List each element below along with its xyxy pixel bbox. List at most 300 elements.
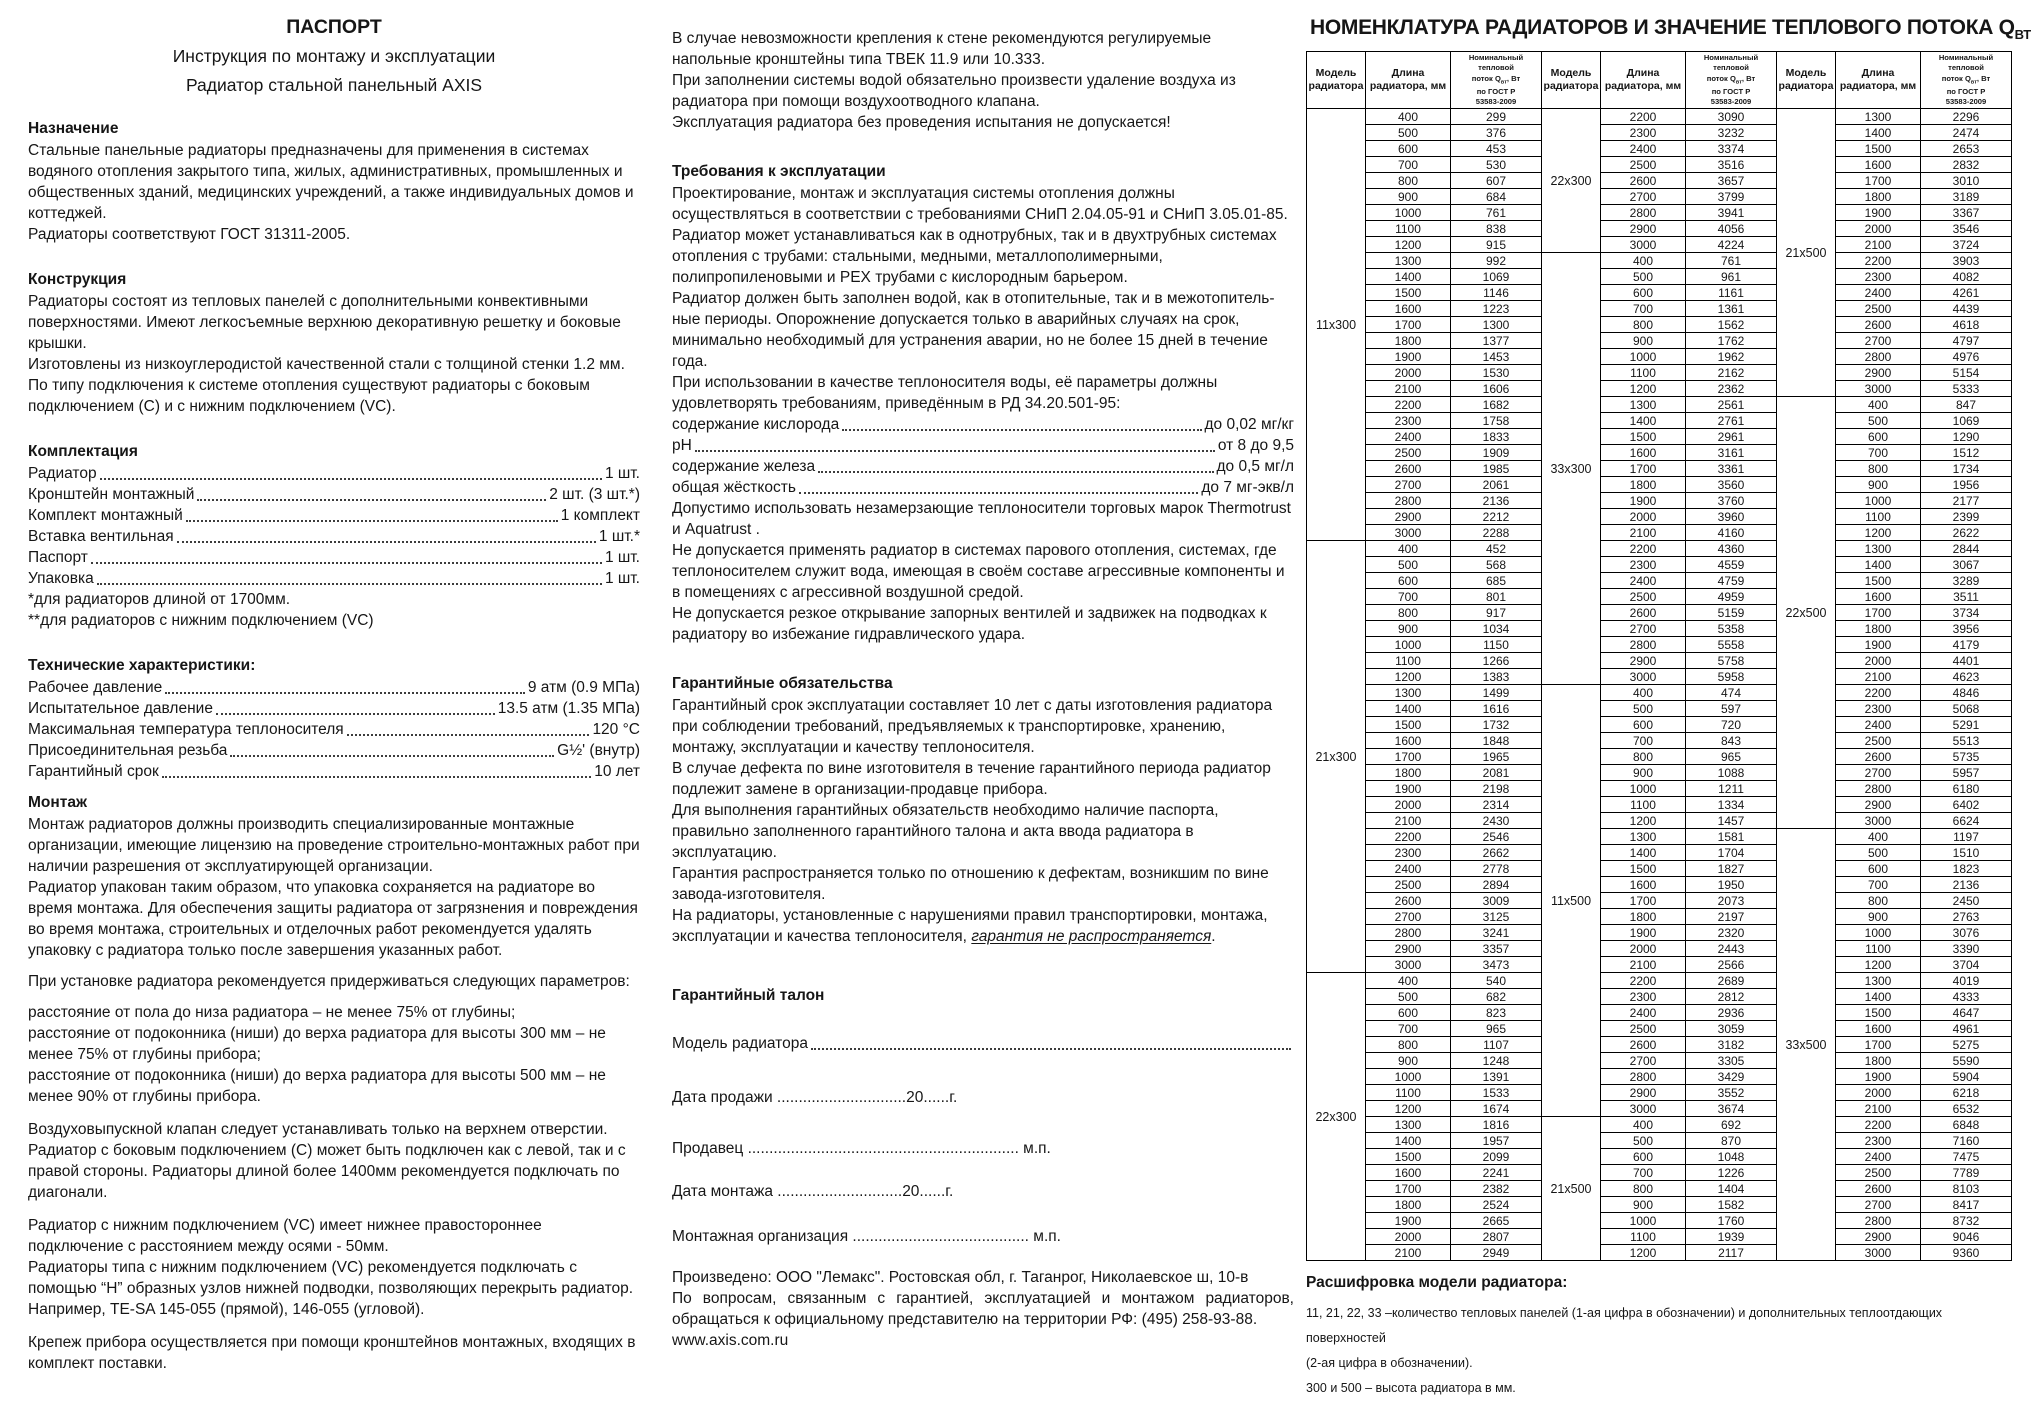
length-cell: 2500 [1836, 301, 1921, 317]
q-cell: 1266 [1451, 653, 1542, 669]
model-cell: 22x300 [1542, 109, 1601, 253]
length-cell: 1300 [1601, 397, 1686, 413]
spacer [672, 1202, 1294, 1226]
spacer [672, 947, 1294, 983]
length-cell: 700 [1366, 157, 1451, 173]
length-cell: 2700 [1366, 909, 1451, 925]
q-cell: 3546 [1921, 221, 2012, 237]
q-header-line: поток $Q_{вт}$, Вт [1471, 73, 1521, 86]
length-cell: 700 [1836, 445, 1921, 461]
length-cell: 900 [1366, 189, 1451, 205]
q-header [1451, 52, 1542, 109]
q-cell: 1762 [1686, 333, 1777, 349]
table-row [1307, 541, 1542, 557]
dot-value: до 0,02 мг/кг [1204, 416, 1294, 433]
q-cell: 2653 [1921, 141, 2012, 157]
dot-leader [811, 1048, 1291, 1050]
length-cell: 1400 [1601, 413, 1686, 429]
dot-label: содержание железа [672, 458, 816, 475]
emphasized-text: гарантия не распространяется [971, 928, 1212, 945]
table-row [1542, 109, 1777, 125]
middle-column [672, 12, 1294, 1351]
dot-value: 1 шт.* [598, 528, 640, 545]
q-cell: 2961 [1686, 429, 1777, 445]
length-cell: 1300 [1366, 1117, 1451, 1133]
q-cell: 2662 [1451, 845, 1542, 861]
dotted-line [28, 719, 640, 740]
q-cell: 3473 [1451, 957, 1542, 973]
paragraph: Радиаторы соответствуют ГОСТ 31311-2005. [28, 226, 351, 243]
q-cell: 3734 [1921, 605, 2012, 621]
length-cell: 1000 [1836, 925, 1921, 941]
legend-line-2: (2-ая цифра в обозначении). [1306, 1356, 1473, 1371]
section-heading: Конструкция [28, 271, 127, 288]
dotted-line [28, 505, 640, 526]
q-cell: 3799 [1686, 189, 1777, 205]
length-cell: 2200 [1836, 685, 1921, 701]
q-cell: 2949 [1451, 1245, 1542, 1261]
length-cell: 2800 [1836, 349, 1921, 365]
q-header-line: Номинальный [1468, 53, 1524, 63]
length-cell: 800 [1601, 317, 1686, 333]
doc-title: ПАСПОРТ [286, 16, 382, 38]
q-cell: 4360 [1686, 541, 1777, 557]
paragraph: Радиатор с нижним подключением (VC) имеет нижнее правостороннее подключение с расстоянием между осями - 50мм. [28, 1217, 542, 1255]
length-cell: 1200 [1836, 957, 1921, 973]
length-cell: 2700 [1601, 189, 1686, 205]
length-cell: 2400 [1366, 429, 1451, 445]
dot-value: от 8 до 9,5 [1217, 437, 1294, 454]
q-cell: 474 [1686, 685, 1777, 701]
q-cell: 2136 [1921, 877, 2012, 893]
q-cell: 685 [1451, 573, 1542, 589]
length-cell: 1100 [1601, 1229, 1686, 1245]
length-cell: 1600 [1836, 589, 1921, 605]
q-cell: 3511 [1921, 589, 2012, 605]
q-cell: 2546 [1451, 829, 1542, 845]
model-cell: 11x300 [1307, 109, 1366, 541]
length-cell: 1000 [1601, 781, 1686, 797]
length-cell: 2500 [1601, 589, 1686, 605]
q-cell: 568 [1451, 557, 1542, 573]
model-header: Модель радиатора [1307, 52, 1366, 109]
length-cell: 1300 [1836, 109, 1921, 125]
q-cell: 376 [1451, 125, 1542, 141]
dot-leader [197, 499, 546, 501]
dot-leader [799, 492, 1198, 494]
q-header-line: по ГОСТ Р [1476, 86, 1516, 96]
length-cell: 2600 [1601, 605, 1686, 621]
q-cell: 5333 [1921, 381, 2012, 397]
length-cell: 1100 [1366, 221, 1451, 237]
q-cell: 5904 [1921, 1069, 2012, 1085]
paragraph: В случае дефекта по вине изготовителя в течение гарантийного периода радиатор подлежит замене в организации-продавце прибора. [672, 760, 1271, 798]
length-cell: 2400 [1601, 1005, 1686, 1021]
length-cell: 500 [1601, 701, 1686, 717]
q-cell: 870 [1686, 1133, 1777, 1149]
length-cell: 2600 [1836, 317, 1921, 333]
paragraph: расстояние от подоконника (ниши) до верха радиатора для высоты 500 мм – не менее 90% от глубины прибора. [28, 1067, 606, 1105]
q-cell: 1616 [1451, 701, 1542, 717]
length-cell: 1700 [1601, 461, 1686, 477]
q-header-line: тепловой [1713, 63, 1749, 73]
length-cell: 600 [1601, 1149, 1686, 1165]
length-cell: 2700 [1366, 477, 1451, 493]
q-cell: 1499 [1451, 685, 1542, 701]
spacer [28, 1320, 640, 1332]
q-cell: 4056 [1686, 221, 1777, 237]
dot-value: 13.5 атм (1.35 МПа) [497, 700, 640, 717]
q-cell: 3076 [1921, 925, 2012, 941]
paragraph: Радиатор упакован таким образом, что упаковка сохраняется на радиаторе во время монтажа. Для обеспечения защиты радиатора от загрязнения и повреждения во время монтажа, строительных и отделочных работ рекомендуется удалять упаковку с радиатора только после завершения указанных работ. [28, 879, 638, 959]
paragraph: Воздуховыпускной клапан следует устанавливать только на верхнем отверстии. [28, 1121, 608, 1138]
length-cell: 600 [1601, 717, 1686, 733]
paragraph: Изготовлены из низкоуглеродистой качественной стали с толщиной стенки 1.2 мм. [28, 356, 625, 373]
length-cell: 1000 [1366, 1069, 1451, 1085]
length-cell: 2300 [1366, 845, 1451, 861]
length-cell: 2700 [1601, 1053, 1686, 1069]
dot-value: 1 шт. [604, 549, 640, 566]
q-cell: 2198 [1451, 781, 1542, 797]
dot-leader [695, 450, 1215, 452]
q-cell: 1704 [1686, 845, 1777, 861]
length-cell: 2900 [1601, 653, 1686, 669]
q-header [1921, 52, 2012, 109]
q-header-line: тепловой [1948, 63, 1984, 73]
q-cell: 2382 [1451, 1181, 1542, 1197]
length-header: Длина радиатора, мм [1836, 52, 1921, 109]
paragraph: На радиаторы, установленные с нарушениями правил транспортировки, монтажа, эксплуатации и качества теплоносителя, гарантия не распространяется. [672, 907, 1268, 945]
table-row [1542, 685, 1777, 701]
dotted-line [672, 477, 1294, 498]
length-cell: 2200 [1836, 1117, 1921, 1133]
table-row [1542, 1117, 1777, 1133]
q-cell: 1383 [1451, 669, 1542, 685]
length-cell: 1900 [1366, 349, 1451, 365]
q-cell: 2443 [1686, 941, 1777, 957]
paragraph: Радиатор с боковым подключением (C) может быть подключен как с левой, так и с правой стороны. Радиаторы длиной более 1400мм рекомендуется подключать по диагонали. [28, 1142, 626, 1201]
q-cell: 801 [1451, 589, 1542, 605]
dot-label: Присоединительная резьба [28, 742, 228, 759]
q-cell: 7789 [1921, 1165, 2012, 1181]
q-cell: 1827 [1686, 861, 1777, 877]
q-cell: 3009 [1451, 893, 1542, 909]
paragraph: Монтаж радиаторов должны производить специализированные монтажные организации, имеющие лицензию на проведение строительно-монтажных работ при наличии разрешения от эксплуатирующей организации. [28, 816, 640, 875]
q-cell: 3674 [1686, 1101, 1777, 1117]
q-header-line: 53583-2009 [1945, 96, 1987, 106]
radiator-table-group-2 [1541, 51, 1777, 1261]
q-cell: 3760 [1686, 493, 1777, 509]
q-cell: 1956 [1921, 477, 2012, 493]
length-cell: 1600 [1366, 733, 1451, 749]
q-cell: 961 [1686, 269, 1777, 285]
length-cell: 2500 [1836, 733, 1921, 749]
length-cell: 1100 [1366, 1085, 1451, 1101]
length-cell: 2100 [1366, 813, 1451, 829]
length-cell: 900 [1366, 621, 1451, 637]
dot-label: Вставка вентильная [28, 528, 174, 545]
legend-line-3: 300 и 500 – высота радиатора в мм. [1306, 1381, 1516, 1396]
dot-label: Максимальная температура теплоносителя [28, 721, 344, 738]
q-cell: 1107 [1451, 1037, 1542, 1053]
length-cell: 2400 [1601, 141, 1686, 157]
q-cell: 2430 [1451, 813, 1542, 829]
q-header-subscript: вт [1970, 79, 1977, 86]
q-header [1686, 52, 1777, 109]
length-cell: 1000 [1601, 1213, 1686, 1229]
length-cell: 1600 [1836, 157, 1921, 173]
dot-value: 10 лет [594, 763, 640, 780]
length-cell: 1600 [1836, 1021, 1921, 1037]
length-cell: 1500 [1836, 573, 1921, 589]
length-cell: 2000 [1366, 1229, 1451, 1245]
q-cell: 4160 [1686, 525, 1777, 541]
dot-value: G½' (внутр) [557, 742, 640, 759]
length-cell: 1700 [1366, 1181, 1451, 1197]
length-cell: 900 [1601, 333, 1686, 349]
dot-value: до 0,5 мг/л [1216, 458, 1294, 475]
q-cell: 1606 [1451, 381, 1542, 397]
q-cell: 3067 [1921, 557, 2012, 573]
q-cell: 917 [1451, 605, 1542, 621]
dot-leader [216, 713, 495, 715]
length-cell: 400 [1366, 541, 1451, 557]
length-cell: 2400 [1836, 1149, 1921, 1165]
length-cell: 2600 [1601, 1037, 1686, 1053]
q-cell: 1512 [1921, 445, 2012, 461]
length-cell: 700 [1601, 301, 1686, 317]
q-cell: 1069 [1921, 413, 2012, 429]
table-title-subscript: ВТ [2014, 27, 2031, 43]
length-cell: 1800 [1836, 189, 1921, 205]
q-cell: 2117 [1686, 1245, 1777, 1261]
length-cell: 3000 [1836, 381, 1921, 397]
length-cell: 700 [1366, 1021, 1451, 1037]
q-cell: 1582 [1686, 1197, 1777, 1213]
length-cell: 2900 [1601, 221, 1686, 237]
length-cell: 2200 [1366, 397, 1451, 413]
section-heading: Технические характеристики: [28, 657, 256, 674]
spacer [28, 245, 640, 267]
length-cell: 3000 [1366, 525, 1451, 541]
table-header-row [1777, 52, 2012, 109]
length-cell: 700 [1601, 1165, 1686, 1181]
q-cell: 3241 [1451, 925, 1542, 941]
length-cell: 1200 [1601, 813, 1686, 829]
q-cell: 7475 [1921, 1149, 2012, 1165]
table-body [1307, 109, 1542, 1261]
dotted-line [672, 456, 1294, 477]
dotted-line [672, 1033, 1294, 1054]
q-cell: 2081 [1451, 765, 1542, 781]
q-cell: 1088 [1686, 765, 1777, 781]
length-cell: 1500 [1836, 141, 1921, 157]
length-cell: 400 [1601, 253, 1686, 269]
length-cell: 2200 [1601, 973, 1686, 989]
q-cell: 540 [1451, 973, 1542, 989]
paragraph: Продавец ............................................................... м.п. [672, 1140, 1051, 1157]
length-cell: 2100 [1836, 1101, 1921, 1117]
q-header-line: 53583-2009 [1475, 96, 1517, 106]
table-groups [1306, 51, 1994, 1261]
q-cell: 8732 [1921, 1213, 2012, 1229]
length-cell: 2100 [1836, 237, 1921, 253]
length-cell: 600 [1836, 861, 1921, 877]
q-cell: 2894 [1451, 877, 1542, 893]
length-cell: 3000 [1601, 1101, 1686, 1117]
dotted-line [28, 526, 640, 547]
q-cell: 3941 [1686, 205, 1777, 221]
paragraph: Дата продажи ..............................20......г. [672, 1089, 958, 1106]
table-title [1310, 16, 2031, 43]
q-cell: 761 [1451, 205, 1542, 221]
q-cell: 2689 [1686, 973, 1777, 989]
length-cell: 900 [1836, 909, 1921, 925]
length-cell: 1800 [1836, 621, 1921, 637]
q-cell: 1211 [1686, 781, 1777, 797]
length-cell: 2000 [1601, 941, 1686, 957]
length-cell: 2900 [1366, 509, 1451, 525]
q-cell: 1758 [1451, 413, 1542, 429]
length-cell: 3000 [1366, 957, 1451, 973]
q-header-line: Номинальный [1938, 53, 1994, 63]
length-cell: 2500 [1601, 1021, 1686, 1037]
length-cell: 1300 [1601, 829, 1686, 845]
q-cell: 8417 [1921, 1197, 2012, 1213]
q-cell: 453 [1451, 141, 1542, 157]
paragraph: Произведено: ООО "Лемакс". Ростовская обл, г. Таганрог, Николаевское ш, 10-в [672, 1269, 1249, 1286]
left-column [28, 12, 640, 1374]
paragraph: Стальные панельные радиаторы предназначены для применения в системах водяного отопления закрытого типа, жилых, административных, промышленных и общественных зданий, медицинских учреждений, а также индивидуальных домов и коттеджей. [28, 142, 634, 222]
dot-leader [347, 734, 590, 736]
q-cell: 1034 [1451, 621, 1542, 637]
spacer [672, 133, 1294, 159]
length-cell: 2600 [1601, 173, 1686, 189]
q-cell: 1290 [1921, 429, 2012, 445]
q-cell: 1962 [1686, 349, 1777, 365]
length-cell: 500 [1366, 125, 1451, 141]
q-cell: 5291 [1921, 717, 2012, 733]
length-cell: 1100 [1836, 941, 1921, 957]
length-cell: 600 [1601, 285, 1686, 301]
dot-label: Модель радиатора [672, 1035, 808, 1052]
q-cell: 5758 [1686, 653, 1777, 669]
paragraph: **для радиаторов с нижним подключением (VC) [28, 612, 374, 629]
length-cell: 1800 [1366, 333, 1451, 349]
length-cell: 1400 [1366, 701, 1451, 717]
model-cell: 33x300 [1542, 253, 1601, 685]
length-cell: 1900 [1601, 925, 1686, 941]
length-cell: 900 [1366, 1053, 1451, 1069]
q-cell: 1909 [1451, 445, 1542, 461]
length-cell: 1500 [1366, 717, 1451, 733]
q-cell: 1957 [1451, 1133, 1542, 1149]
length-cell: 1700 [1836, 1037, 1921, 1053]
q-cell: 2844 [1921, 541, 2012, 557]
q-cell: 530 [1451, 157, 1542, 173]
model-cell: 21x300 [1307, 541, 1366, 973]
q-cell: 7160 [1921, 1133, 2012, 1149]
length-cell: 2800 [1836, 1213, 1921, 1229]
length-cell: 500 [1366, 989, 1451, 1005]
length-cell: 2100 [1836, 669, 1921, 685]
section-heading: Назначение [28, 120, 119, 137]
length-cell: 1600 [1601, 445, 1686, 461]
section-heading: Комплектация [28, 443, 138, 460]
length-cell: 2800 [1366, 493, 1451, 509]
length-cell: 1000 [1601, 349, 1686, 365]
dot-label: Комплект монтажный [28, 507, 183, 524]
length-cell: 2300 [1601, 125, 1686, 141]
section-heading: Гарантийные обязательства [672, 675, 893, 692]
q-cell: 4759 [1686, 573, 1777, 589]
q-header-line: поток $Q_{вт}$, Вт [1706, 73, 1756, 86]
length-cell: 1400 [1836, 989, 1921, 1005]
legend-line-1: 11, 21, 22, 33 –количество тепловых панелей (1-ая цифра в обозначении) и дополнительных теплоотдающих поверхностей [1306, 1306, 1943, 1346]
q-cell: 2296 [1921, 109, 2012, 125]
model-cell: 11x500 [1542, 685, 1601, 1117]
table-row [1307, 973, 1542, 989]
dot-leader [165, 692, 525, 694]
dot-value: до 7 мг-экв/л [1201, 479, 1294, 496]
paragraph: Монтажная организация ......................................... м.п. [672, 1228, 1061, 1245]
table-row [1777, 109, 2012, 125]
length-cell: 2100 [1366, 381, 1451, 397]
q-cell: 965 [1451, 1021, 1542, 1037]
spacer [672, 1108, 1294, 1138]
spacer [672, 645, 1294, 671]
q-cell: 2832 [1921, 157, 2012, 173]
q-cell: 2566 [1686, 957, 1777, 973]
table-row [1777, 397, 2012, 413]
dot-leader [97, 583, 602, 585]
q-cell: 761 [1686, 253, 1777, 269]
q-cell: 1682 [1451, 397, 1542, 413]
length-cell: 400 [1601, 1117, 1686, 1133]
length-cell: 600 [1366, 573, 1451, 589]
paragraph: www.axis.com.ru [672, 1332, 789, 1349]
q-cell: 3232 [1686, 125, 1777, 141]
length-cell: 2500 [1366, 445, 1451, 461]
dot-label: Испытательное давление [28, 700, 213, 717]
q-header-line: 53583-2009 [1710, 96, 1752, 106]
dot-label: Упаковка [28, 570, 94, 587]
length-cell: 1800 [1601, 909, 1686, 925]
length-cell: 2600 [1836, 749, 1921, 765]
length-cell: 1600 [1366, 301, 1451, 317]
table-column [1306, 16, 2031, 1401]
q-cell: 1404 [1686, 1181, 1777, 1197]
model-legend [1306, 1274, 1986, 1401]
dot-leader [818, 471, 1213, 473]
q-cell: 597 [1686, 701, 1777, 717]
q-cell: 843 [1686, 733, 1777, 749]
q-cell: 2288 [1451, 525, 1542, 541]
q-cell: 1734 [1921, 461, 2012, 477]
length-cell: 2100 [1601, 957, 1686, 973]
length-cell: 500 [1601, 269, 1686, 285]
model-header: Модель радиатора [1777, 52, 1836, 109]
q-cell: 4797 [1921, 333, 2012, 349]
length-cell: 800 [1366, 173, 1451, 189]
spacer [28, 992, 640, 1002]
paragraph: Радиаторы состоят из тепловых панелей с дополнительными конвективными поверхностями. Имеют легкосъемные верхнюю декоративную решетку и боковые крышки. [28, 293, 621, 352]
dot-label: pH [672, 437, 692, 454]
q-cell: 2761 [1686, 413, 1777, 429]
length-cell: 2800 [1836, 781, 1921, 797]
q-cell: 3189 [1921, 189, 2012, 205]
q-cell: 2177 [1921, 493, 2012, 509]
